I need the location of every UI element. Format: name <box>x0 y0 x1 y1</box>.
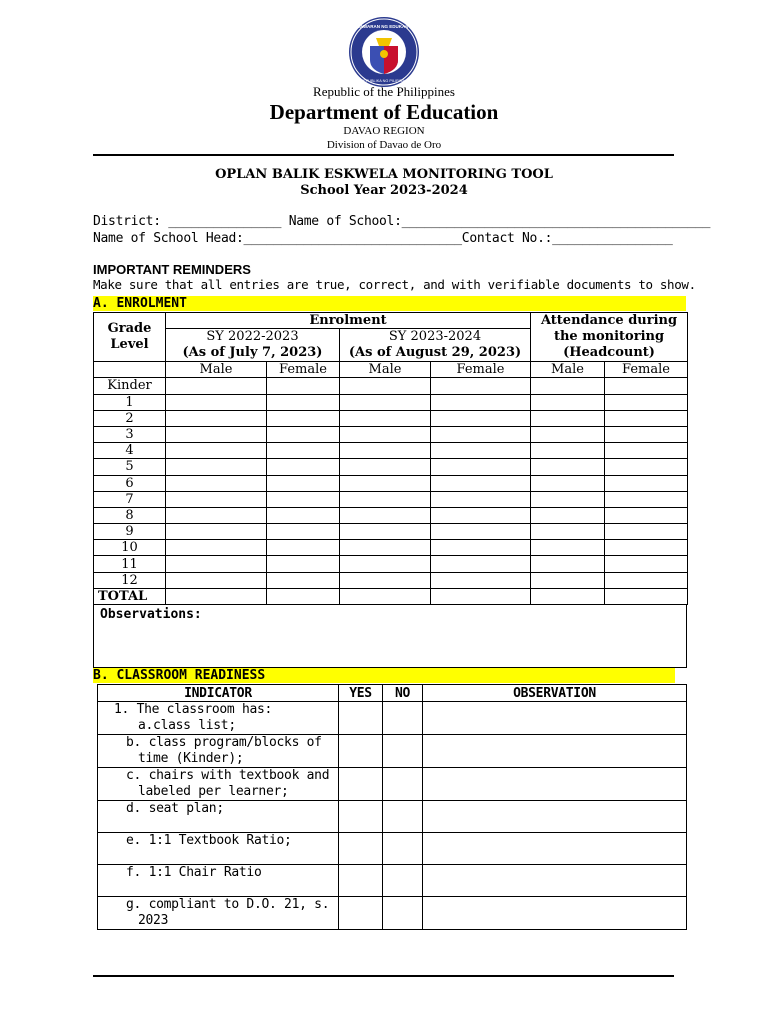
female-header: Female <box>605 362 688 378</box>
table-cell[interactable] <box>267 410 340 426</box>
no-cell[interactable] <box>383 897 423 930</box>
table-cell[interactable] <box>340 459 431 475</box>
table-cell[interactable] <box>431 475 531 491</box>
table-cell[interactable] <box>605 588 688 604</box>
indicator-cell: f. 1:1 Chair Ratio <box>98 865 339 897</box>
table-cell[interactable] <box>431 572 531 588</box>
table-cell[interactable] <box>267 378 340 394</box>
table-cell[interactable] <box>431 491 531 507</box>
female-header: Female <box>431 362 531 378</box>
grade-level-cell: 11 <box>94 556 166 572</box>
table-cell[interactable] <box>531 540 605 556</box>
school-year: School Year 2023-2024 <box>300 183 468 198</box>
yes-header: YES <box>339 685 383 702</box>
table-cell[interactable] <box>267 540 340 556</box>
table-cell[interactable] <box>531 443 605 459</box>
table-row <box>98 897 687 930</box>
table-row <box>94 394 688 410</box>
division-text: Division of Davao de Oro <box>326 139 442 151</box>
observation-cell[interactable] <box>423 702 687 735</box>
republic-text: Republic of the Philippines <box>313 84 455 99</box>
table-row <box>94 459 688 475</box>
sy-2022-2023-header: SY 2022-2023 (As of July 7, 2023) <box>166 329 340 362</box>
total-label: TOTAL <box>94 588 166 604</box>
male-header: Male <box>166 362 267 378</box>
table-row <box>98 768 687 801</box>
observations-label: Observations: <box>100 607 202 622</box>
yes-cell[interactable] <box>339 768 383 801</box>
table-cell[interactable] <box>531 475 605 491</box>
table-cell[interactable] <box>267 475 340 491</box>
table-row <box>94 540 688 556</box>
table-cell[interactable] <box>340 524 431 540</box>
grade-level-cell: Kinder <box>94 378 166 394</box>
no-cell[interactable] <box>383 735 423 768</box>
male-header: Male <box>340 362 431 378</box>
indicator-header: INDICATOR <box>98 685 339 702</box>
table-cell[interactable] <box>431 524 531 540</box>
total-row <box>94 588 688 604</box>
grade-level-cell: 7 <box>94 491 166 507</box>
section-a-header: A. ENROLMENT <box>93 296 686 311</box>
attendance-header: Attendance during the monitoring (Headcount) <box>531 313 688 362</box>
grade-level-cell: 6 <box>94 475 166 491</box>
yes-cell[interactable] <box>339 865 383 897</box>
table-cell[interactable] <box>531 588 605 604</box>
table-row <box>94 507 688 523</box>
grade-level-cell: 12 <box>94 572 166 588</box>
table-cell[interactable] <box>340 556 431 572</box>
table-row <box>94 491 688 507</box>
table-cell[interactable] <box>531 394 605 410</box>
table-cell[interactable] <box>531 556 605 572</box>
table-cell[interactable] <box>340 443 431 459</box>
table-row <box>94 556 688 572</box>
observation-cell[interactable] <box>423 865 687 897</box>
table-cell[interactable] <box>340 572 431 588</box>
table-cell[interactable] <box>267 588 340 604</box>
district-school-field[interactable]: District: _______________ Name of School:_________________________________________ <box>93 214 711 229</box>
table-cell[interactable] <box>605 540 688 556</box>
table-row <box>94 443 688 459</box>
table-cell[interactable] <box>605 459 688 475</box>
grade-level-cell: 4 <box>94 443 166 459</box>
table-cell[interactable] <box>340 507 431 523</box>
table-cell[interactable] <box>605 507 688 523</box>
table-cell[interactable] <box>166 507 267 523</box>
gender-header-row <box>94 362 688 378</box>
table-cell[interactable] <box>340 475 431 491</box>
table-cell[interactable] <box>531 572 605 588</box>
region-text: DAVAO REGION <box>343 125 425 137</box>
table-cell[interactable] <box>267 426 340 442</box>
observation-cell[interactable] <box>423 801 687 833</box>
table-cell[interactable] <box>431 588 531 604</box>
table-cell[interactable] <box>605 443 688 459</box>
table-cell[interactable] <box>605 410 688 426</box>
indicator-cell: b. class program/blocks of time (Kinder); <box>98 735 339 768</box>
table-row <box>94 410 688 426</box>
table-cell[interactable] <box>166 459 267 475</box>
table-cell[interactable] <box>605 524 688 540</box>
table-cell[interactable] <box>340 378 431 394</box>
observation-cell[interactable] <box>423 897 687 930</box>
table-row <box>98 833 687 865</box>
table-cell[interactable] <box>267 524 340 540</box>
table-cell[interactable] <box>166 378 267 394</box>
grade-level-cell: 9 <box>94 524 166 540</box>
table-cell[interactable] <box>605 475 688 491</box>
table-row <box>98 735 687 768</box>
table-cell[interactable] <box>340 491 431 507</box>
table-cell[interactable] <box>166 475 267 491</box>
table-cell[interactable] <box>166 556 267 572</box>
table-cell[interactable] <box>340 394 431 410</box>
no-cell[interactable] <box>383 702 423 735</box>
table-cell[interactable] <box>605 426 688 442</box>
table-row <box>94 475 688 491</box>
grade-level-cell: 5 <box>94 459 166 475</box>
yes-cell[interactable] <box>339 801 383 833</box>
grade-level-cell: 10 <box>94 540 166 556</box>
no-header: NO <box>383 685 423 702</box>
table-cell[interactable] <box>267 459 340 475</box>
observation-cell[interactable] <box>423 833 687 865</box>
table-cell[interactable] <box>431 378 531 394</box>
indicator-cell: e. 1:1 Textbook Ratio; <box>98 833 339 865</box>
table-cell[interactable] <box>605 394 688 410</box>
table-cell[interactable] <box>166 524 267 540</box>
table-cell[interactable] <box>431 507 531 523</box>
observation-cell[interactable] <box>423 735 687 768</box>
table-cell[interactable] <box>431 540 531 556</box>
observations-box[interactable] <box>93 605 687 668</box>
deped-seal-icon <box>348 16 420 88</box>
table-cell[interactable] <box>531 524 605 540</box>
table-cell[interactable] <box>340 540 431 556</box>
table-cell[interactable] <box>166 426 267 442</box>
table-cell[interactable] <box>166 588 267 604</box>
table-cell[interactable] <box>431 394 531 410</box>
form-title: OPLAN BALIK ESKWELA MONITORING TOOL <box>215 167 553 182</box>
reminders-text: Make sure that all entries are true, correct, and with verifiable documents to show. <box>93 277 696 292</box>
grade-level-cell: 1 <box>94 394 166 410</box>
table-cell[interactable] <box>605 572 688 588</box>
table-cell[interactable] <box>531 426 605 442</box>
header-divider <box>93 154 674 156</box>
footer-divider <box>93 975 674 977</box>
table-row <box>94 524 688 540</box>
no-cell[interactable] <box>383 865 423 897</box>
table-row <box>94 378 688 394</box>
grade-level-cell: 3 <box>94 426 166 442</box>
table-cell[interactable] <box>166 410 267 426</box>
table-cell[interactable] <box>605 556 688 572</box>
table-cell[interactable] <box>166 572 267 588</box>
table-cell[interactable] <box>531 459 605 475</box>
table-cell[interactable] <box>166 443 267 459</box>
yes-cell[interactable] <box>339 735 383 768</box>
no-cell[interactable] <box>383 768 423 801</box>
table-cell[interactable] <box>267 394 340 410</box>
indicator-cell: 1. The classroom has: a.class list; <box>98 702 339 735</box>
indicator-cell: g. compliant to D.O. 21, s. 2023 <box>98 897 339 930</box>
table-cell[interactable] <box>605 378 688 394</box>
section-b-header: B. CLASSROOM READINESS <box>93 668 675 683</box>
indicator-cell: d. seat plan; <box>98 801 339 833</box>
table-cell[interactable] <box>531 491 605 507</box>
table-cell[interactable] <box>166 540 267 556</box>
table-cell[interactable] <box>431 459 531 475</box>
classroom-readiness-table <box>97 684 687 930</box>
no-cell[interactable] <box>383 833 423 865</box>
table-cell[interactable] <box>605 491 688 507</box>
table-cell[interactable] <box>267 556 340 572</box>
table-cell[interactable] <box>431 426 531 442</box>
table-cell[interactable] <box>340 588 431 604</box>
table-row <box>98 801 687 833</box>
table-row <box>94 572 688 588</box>
table-cell[interactable] <box>267 572 340 588</box>
department-title: Department of Education <box>269 100 499 124</box>
observation-cell[interactable] <box>423 768 687 801</box>
school-head-contact-field[interactable]: Name of School Head:_____________________________Contact No.:________________ <box>93 231 673 246</box>
grade-level-cell: 2 <box>94 410 166 426</box>
yes-cell[interactable] <box>339 897 383 930</box>
grade-level-cell: 8 <box>94 507 166 523</box>
table-cell[interactable] <box>531 410 605 426</box>
table-cell[interactable] <box>267 443 340 459</box>
yes-cell[interactable] <box>339 702 383 735</box>
table-cell[interactable] <box>431 443 531 459</box>
yes-cell[interactable] <box>339 833 383 865</box>
observation-header: OBSERVATION <box>423 685 687 702</box>
table-row <box>98 702 687 735</box>
table-cell[interactable] <box>166 394 267 410</box>
table-cell[interactable] <box>267 507 340 523</box>
table-row <box>98 865 687 897</box>
indicator-cell: c. chairs with textbook and labeled per learner; <box>98 768 339 801</box>
female-header: Female <box>267 362 340 378</box>
table-cell[interactable] <box>531 507 605 523</box>
table-cell[interactable] <box>166 491 267 507</box>
seal-top-text: KAGAWARAN NG EDUKASYON <box>349 24 419 29</box>
table-cell[interactable] <box>431 410 531 426</box>
reminders-heading: IMPORTANT REMINDERS <box>93 262 251 277</box>
table-cell[interactable] <box>531 378 605 394</box>
male-header: Male <box>531 362 605 378</box>
table-cell[interactable] <box>340 426 431 442</box>
seal-bottom-text: REPUBLIKA NG PILIPINAS <box>360 79 408 83</box>
sy-2023-2024-header: SY 2023-2024 (As of August 29, 2023) <box>340 329 531 362</box>
table-cell[interactable] <box>340 410 431 426</box>
no-cell[interactable] <box>383 801 423 833</box>
enrolment-table <box>93 312 688 605</box>
enrolment-header: Enrolment <box>166 313 531 329</box>
table-cell[interactable] <box>431 556 531 572</box>
grade-level-header: Grade Level <box>94 313 166 362</box>
table-row <box>94 426 688 442</box>
table-cell[interactable] <box>267 491 340 507</box>
